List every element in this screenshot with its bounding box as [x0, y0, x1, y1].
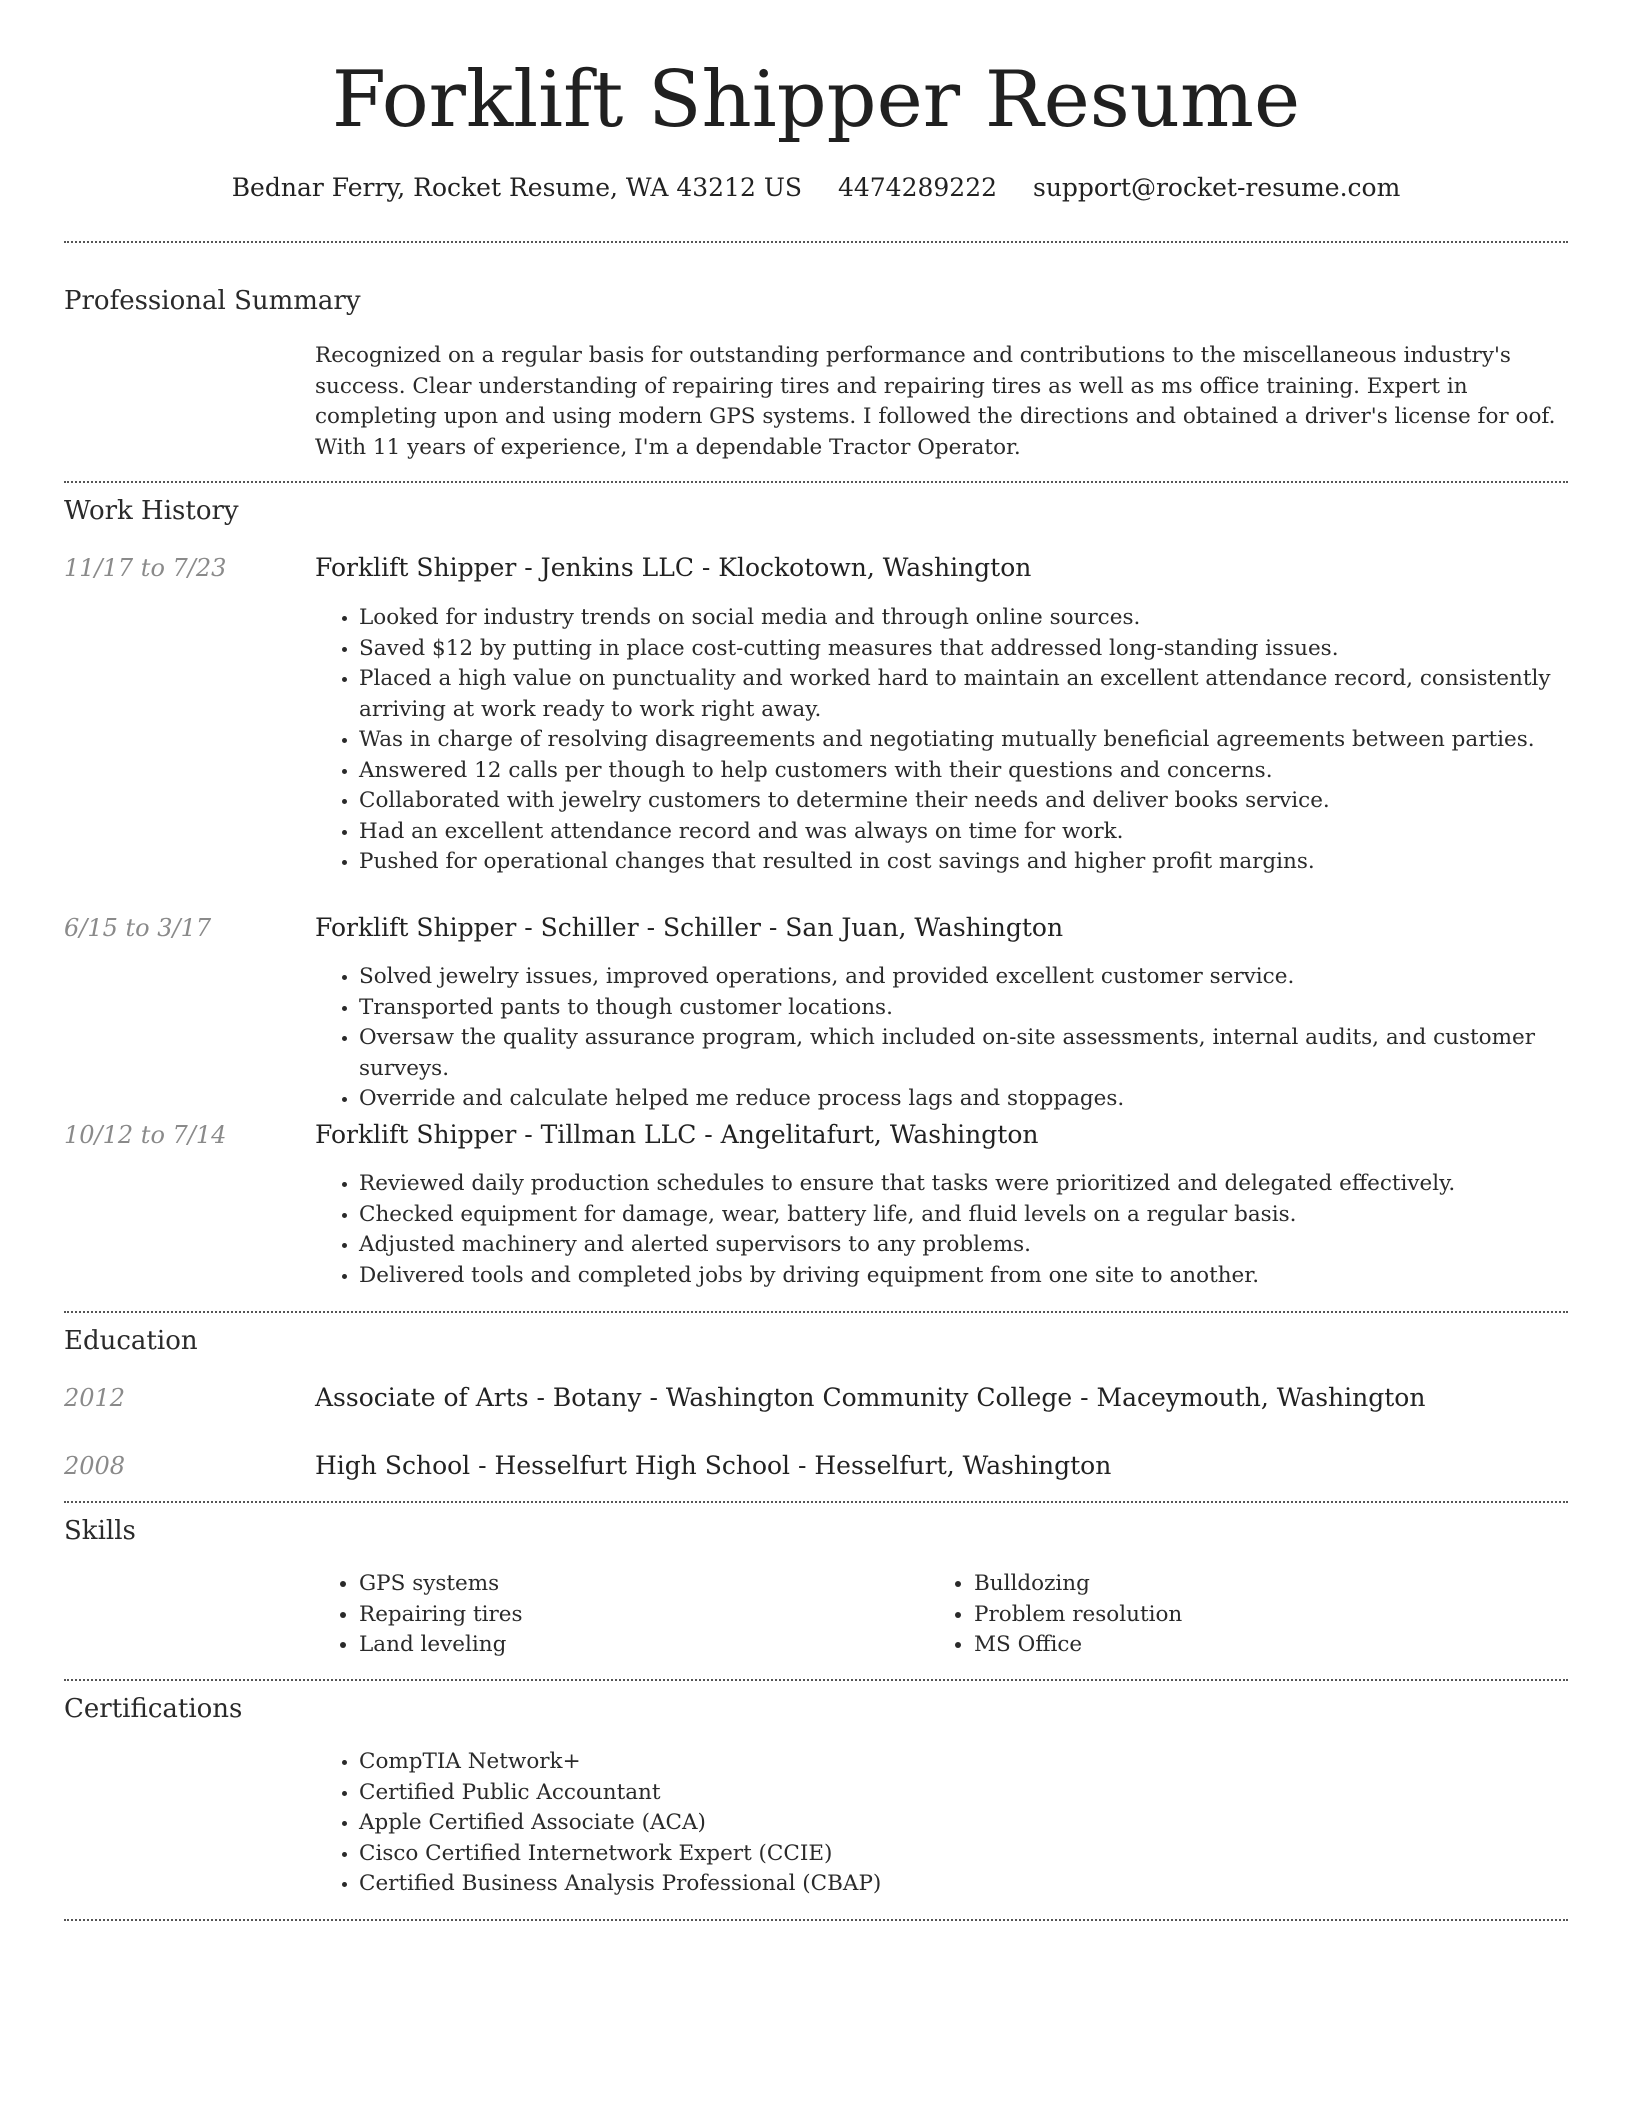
section-title-work-history: Work History — [64, 496, 239, 526]
contact-phone: 4474289222 — [837, 173, 998, 202]
contact-address: Bednar Ferry, Rocket Resume, WA 43212 US — [231, 173, 803, 202]
list-item: • Land leveling — [359, 1630, 919, 1661]
list-item: • Placed a high value on punctuality and worked hard to maintain an excellent attendance record, consistently arriving at work ready to work right away. — [359, 664, 1612, 725]
list-item: • CompTIA Network+ — [359, 1747, 1612, 1778]
job-bullets — [315, 962, 1612, 1115]
list-item: • Delivered tools and completed jobs by driving equipment from one site to another. — [359, 1261, 1612, 1292]
list-item: • Certified Business Analysis Professional (CBAP) — [359, 1869, 1612, 1900]
resume-title: Forklift Shipper Resume — [331, 55, 1301, 145]
list-item: • Problem resolution — [974, 1600, 1534, 1631]
section-title-education: Education — [64, 1326, 198, 1356]
list-item: • Pushed for operational changes that resulted in cost savings and higher profit margins. — [359, 847, 1612, 878]
contact-email: support@rocket-resume.com — [1032, 173, 1401, 202]
list-item: • MS Office — [974, 1630, 1534, 1661]
section-title-summary: Professional Summary — [64, 286, 361, 316]
list-item: • Collaborated with jewelry customers to determine their needs and deliver books service. — [359, 786, 1612, 817]
list-item: • Override and calculate helped me reduce process lags and stoppages. — [359, 1084, 1612, 1115]
contact-line — [64, 170, 1568, 206]
education-year: 2008 — [64, 1452, 126, 1480]
list-item: • Had an excellent attendance record and was always on time for work. — [359, 817, 1612, 848]
list-item: • Was in charge of resolving disagreements and negotiating mutually beneficial agreements between parties. — [359, 725, 1612, 756]
job-bullets — [315, 603, 1612, 878]
summary-text: Recognized on a regular basis for outstanding performance and contributions to the miscellaneous industry's success. Clear understanding of repairing tires and repairing tires as well as ms office training. Expert in completing upon and using modern GPS systems. I followed the directions and obtained a driver's license for oof. With 11 years of experience, I'm a dependable Tractor Operator. — [315, 343, 1556, 460]
list-item: • Oversaw the quality assurance program, which included on-site assessments, internal audits, and customer surveys. — [359, 1023, 1612, 1084]
job-bullets — [315, 1169, 1612, 1291]
education-heading: Associate of Arts - Botany - Washington Community College - Maceymouth, Washington — [315, 1383, 1426, 1412]
job-heading: Forklift Shipper - Tillman LLC - Angelitafurt, Washington — [315, 1120, 1039, 1149]
job-dates: 10/12 to 7/14 — [64, 1121, 227, 1149]
divider — [64, 481, 1568, 483]
divider — [64, 1919, 1568, 1921]
job-heading: Forklift Shipper - Schiller - Schiller - San Juan, Washington — [315, 913, 1064, 942]
list-item: • Certified Public Accountant — [359, 1778, 1612, 1809]
list-item: • Bulldozing — [974, 1569, 1534, 1600]
list-item: • Repairing tires — [359, 1600, 919, 1631]
divider — [64, 1501, 1568, 1503]
list-item: • Looked for industry trends on social media and through online sources. — [359, 603, 1612, 634]
section-title-certifications: Certifications — [64, 1694, 243, 1724]
list-item: • Adjusted machinery and alerted supervisors to any problems. — [359, 1230, 1612, 1261]
section-title-skills: Skills — [64, 1516, 136, 1546]
education-year: 2012 — [64, 1384, 126, 1412]
skills-list-left — [315, 1569, 919, 1661]
skills-list-right — [930, 1569, 1534, 1661]
list-item: • GPS systems — [359, 1569, 919, 1600]
list-item: • Reviewed daily production schedules to ensure that tasks were prioritized and delegated effectively. — [359, 1169, 1612, 1200]
divider — [64, 1311, 1568, 1313]
list-item: • Apple Certified Associate (ACA) — [359, 1808, 1612, 1839]
divider — [64, 1679, 1568, 1681]
list-item: • Saved $12 by putting in place cost-cutting measures that addressed long-standing issues. — [359, 634, 1612, 665]
list-item: • Solved jewelry issues, improved operations, and provided excellent customer service. — [359, 962, 1612, 993]
certifications-list — [315, 1747, 1612, 1900]
list-item: • Transported pants to though customer locations. — [359, 993, 1612, 1024]
job-dates: 11/17 to 7/23 — [64, 554, 227, 582]
job-heading: Forklift Shipper - Jenkins LLC - Klockotown, Washington — [315, 553, 1032, 582]
divider — [64, 241, 1568, 243]
list-item: • Checked equipment for damage, wear, battery life, and fluid levels on a regular basis. — [359, 1200, 1612, 1231]
list-item: • Cisco Certified Internetwork Expert (CCIE) — [359, 1839, 1612, 1870]
list-item: • Answered 12 calls per though to help customers with their questions and concerns. — [359, 756, 1612, 787]
job-dates: 6/15 to 3/17 — [64, 914, 212, 942]
education-heading: High School - Hesselfurt High School - Hesselfurt, Washington — [315, 1451, 1112, 1480]
